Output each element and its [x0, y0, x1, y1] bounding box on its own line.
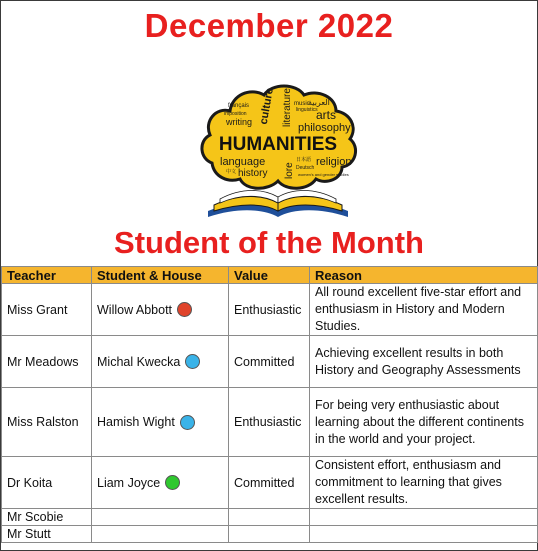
value-cell: Committed [229, 457, 310, 509]
table-row [2, 336, 538, 388]
column-header: Reason [310, 267, 538, 284]
house-dot-icon [177, 302, 192, 317]
reason-cell [310, 526, 538, 543]
table-row [2, 509, 538, 526]
logo-word: philosophy [298, 122, 351, 134]
logo-word: language [220, 156, 266, 168]
svg-text:العربية: العربية [308, 98, 330, 107]
humanities-logo [198, 83, 360, 223]
svg-text:日本語: 日本語 [296, 157, 312, 163]
reason-cell: Achieving excellent results in both History and Geography Assessments [310, 336, 538, 388]
page-title: December 2022 [144, 7, 394, 44]
house-dot-icon [185, 354, 200, 369]
student-cell [92, 284, 229, 336]
logo-word: literature [282, 88, 293, 127]
teacher-cell: Dr Koita [2, 457, 92, 509]
awards-table [1, 266, 538, 543]
svg-text:women's and gender studies: women's and gender studies [298, 172, 349, 177]
svg-text:imposition: imposition [224, 111, 247, 117]
svg-text:français: français [228, 103, 250, 109]
logo-word: writing [226, 117, 253, 127]
logo-main-word: HUMANITIES [218, 134, 338, 155]
column-header: Value [229, 267, 310, 284]
student-cell [92, 457, 229, 509]
value-cell [229, 509, 310, 526]
column-header: Student & House [92, 267, 229, 284]
house-dot-icon [165, 475, 180, 490]
teacher-cell: Mr Stutt [2, 526, 92, 543]
table-header-row [2, 267, 538, 284]
student-cell [92, 509, 229, 526]
reason-cell: Consistent effort, enthusiasm and commitment to learning that gives excellent results. [310, 457, 538, 509]
student-name: Willow Abbott [97, 302, 173, 317]
svg-text:music: music [294, 101, 310, 107]
student-cell [92, 526, 229, 543]
column-header: Teacher [2, 267, 92, 284]
svg-text:Deutsch: Deutsch [296, 165, 315, 171]
logo-word: history [238, 168, 268, 179]
table-row [2, 388, 538, 457]
house-dot-icon [180, 415, 195, 430]
page-subtitle: Student of the Month [114, 225, 424, 260]
table-row [2, 457, 538, 509]
student-cell [92, 388, 229, 457]
value-cell [229, 526, 310, 543]
student-name: Liam Joyce [97, 475, 161, 490]
logo-word: religion [316, 156, 352, 168]
student-cell [92, 336, 229, 388]
table-row [2, 284, 538, 336]
svg-text:中文: 中文 [226, 169, 237, 175]
value-cell: Enthusiastic [229, 284, 310, 336]
reason-cell [310, 509, 538, 526]
logo-word: arts [316, 108, 337, 122]
student-name: Michal Kwecka [97, 354, 181, 369]
book-icon [208, 191, 348, 218]
value-cell: Committed [229, 336, 310, 388]
value-cell: Enthusiastic [229, 388, 310, 457]
teacher-cell: Miss Grant [2, 284, 92, 336]
teacher-cell: Mr Scobie [2, 509, 92, 526]
teacher-cell: Miss Ralston [2, 388, 92, 457]
svg-text:linguistics: linguistics [296, 107, 318, 113]
table-row [2, 526, 538, 543]
teacher-cell: Mr Meadows [2, 336, 92, 388]
logo-word: culture [257, 87, 276, 126]
student-name: Hamish Wight [97, 415, 175, 429]
logo-word: lore [284, 162, 295, 179]
reason-cell: For being very enthusiastic about learning about the different continents in the world and your project. [310, 388, 538, 457]
reason-cell: All round excellent five-star effort and enthusiasm in History and Modern Studies. [310, 284, 538, 336]
